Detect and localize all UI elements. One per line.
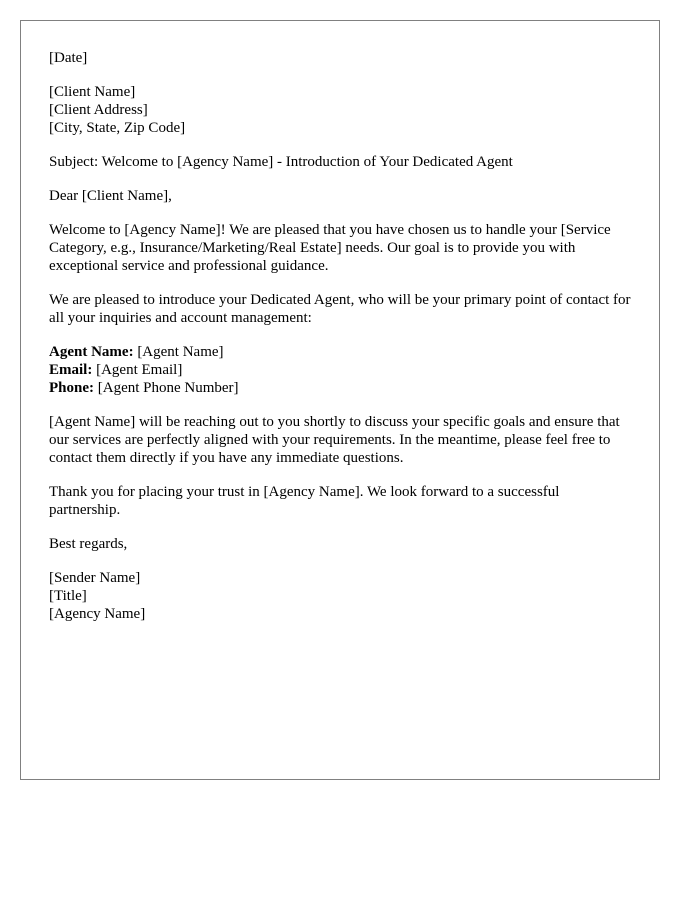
introduction-paragraph: We are pleased to introduce your Dedicated Agent, who will be your primary point of contact for all your inquiries and account management: <box>49 292 631 326</box>
followup-paragraph: [Agent Name] will be reaching out to you shortly to discuss your specific goals and ensure that our services are perfectly aligned with your requirements. In the meantime, please feel free to contact them directly if you have any immediate questions. <box>49 414 620 466</box>
salutation: Dear [Client Name], <box>49 188 172 204</box>
agent-name-value: [Agent Name] <box>133 344 224 360</box>
recipient-address-block <box>49 83 631 137</box>
agent-email-value: [Agent Email] <box>92 362 183 378</box>
recipient-name: [Client Name] <box>49 84 136 100</box>
agent-name-row <box>49 343 631 361</box>
date-block <box>49 49 631 67</box>
agent-name-label: Agent Name: <box>49 344 134 360</box>
agent-phone-value: [Agent Phone Number] <box>94 380 239 396</box>
letter-document <box>20 20 660 780</box>
subject-line: Subject: Welcome to [Agency Name] - Introduction of Your Dedicated Agent <box>49 154 513 170</box>
sender-name: [Sender Name] <box>49 570 141 586</box>
closing: Best regards, <box>49 536 128 552</box>
sender-title: [Title] <box>49 588 87 604</box>
agent-details-block <box>49 343 631 397</box>
recipient-city-state-zip: [City, State, Zip Code] <box>49 120 186 136</box>
letter-date: [Date] <box>49 50 88 66</box>
signature-block <box>49 569 631 623</box>
agent-phone-label: Phone: <box>49 380 94 396</box>
thank-you-paragraph: Thank you for placing your trust in [Agency Name]. We look forward to a successful partnership. <box>49 484 560 518</box>
agent-email-label: Email: <box>49 362 93 378</box>
welcome-paragraph: Welcome to [Agency Name]! We are pleased that you have chosen us to handle your [Service Category, e.g., Insurance/Marketing/Real Estate] needs. Our goal is to provide you with exceptional service and professional guidance. <box>49 222 611 274</box>
salutation-block <box>49 187 631 205</box>
recipient-address: [Client Address] <box>49 102 148 118</box>
agent-phone-row <box>49 379 631 397</box>
sender-agency: [Agency Name] <box>49 606 146 622</box>
closing-block <box>49 535 631 553</box>
agent-email-row <box>49 361 631 379</box>
subject-block <box>49 153 631 171</box>
